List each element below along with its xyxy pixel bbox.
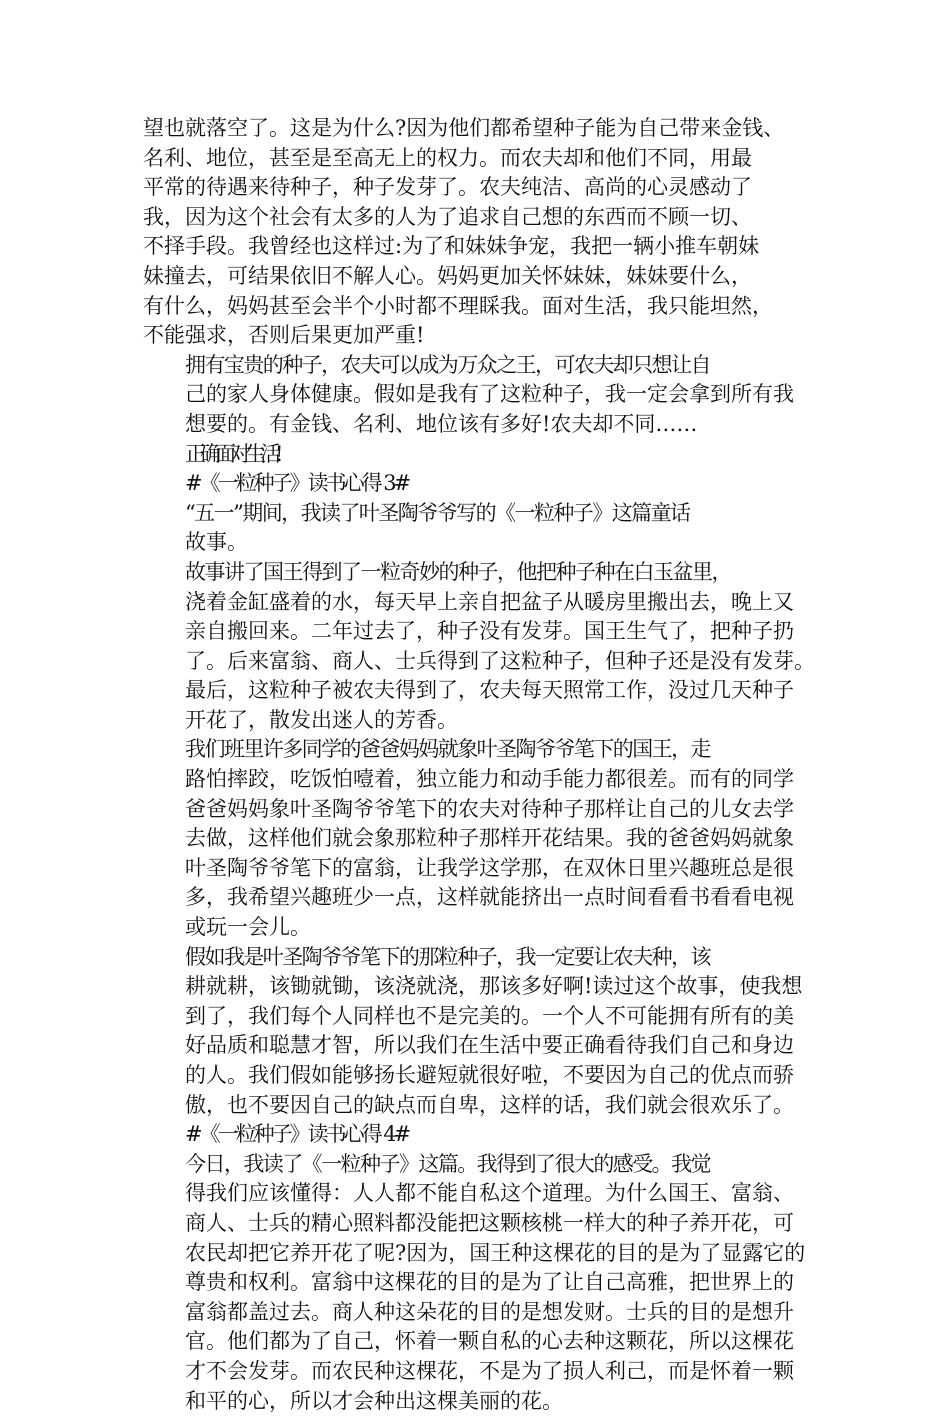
text-line: 浇着金缸盛着的水，每天早上亲自把盆子从暖房里搬出去，晚上又 bbox=[185, 589, 794, 614]
paragraph bbox=[143, 351, 815, 440]
text-line: 或玩一会儿。 bbox=[185, 915, 311, 940]
text-line: 有什么，妈妈甚至会半个小时都不理睬我。面对生活，我只能坦然， bbox=[143, 293, 773, 318]
text-line: 开花了，散发出迷人的芳香。 bbox=[185, 707, 458, 732]
text-line: 平常的待遇来待种子，种子发芽了。农夫纯洁、高尚的心灵感动了 bbox=[143, 175, 752, 200]
text-line: 商人、士兵的精心照料都没能把这颗核桃一样大的种子养开花，可 bbox=[185, 1210, 794, 1235]
paragraph bbox=[143, 558, 815, 736]
text-line: 不能强求，否则后果更加严重! bbox=[143, 323, 425, 348]
paragraph bbox=[143, 440, 815, 470]
text-line: 到了，我们每个人同样也不是完美的。一个人不可能拥有所有的美 bbox=[185, 1003, 794, 1028]
text-line: 去做，这样他们就会象那粒种子那样开花结果。我的爸爸妈妈就象 bbox=[185, 826, 794, 851]
document-body bbox=[143, 114, 815, 1416]
text-line: 不择手段。我曾经也这样过:为了和妹妹争宠，我把一辆小推车朝妹 bbox=[143, 234, 760, 259]
text-line: 我，因为这个社会有太多的人为了追求自己想的东西而不顾一切、 bbox=[143, 204, 752, 229]
text-line: 己的家人身体健康。假如是我有了这粒种子，我一定会拿到所有我 bbox=[185, 382, 794, 407]
text-line: 官。他们都为了自己，怀着一颗自私的心去种这颗花，所以这棵花 bbox=[185, 1329, 794, 1354]
text-line: 我们班里许多同学的爸爸妈妈就象叶圣陶爷爷笔下的国王，走 bbox=[185, 737, 710, 762]
text-line: 好品质和聪慧才智，所以我们在生活中要正确看待我们自己和身边 bbox=[185, 1033, 794, 1058]
text-line: 的人。我们假如能够扬长避短就很好啦，不要因为自己的优点而骄 bbox=[185, 1063, 794, 1087]
text-line: 了。后来富翁、商人、士兵得到了这粒种子，但种子还是没有发芽。 bbox=[185, 648, 815, 673]
text-line: 亲自搬回来。二年过去了，种子没有发芽。国王生气了，把种子扔 bbox=[185, 619, 794, 644]
paragraph bbox=[143, 499, 815, 558]
text-line: 妹撞去，可结果依旧不解人心。妈妈更加关怀妹妹，妹妹要什么， bbox=[143, 263, 752, 288]
text-line: 故事。 bbox=[185, 530, 248, 555]
text-line: 假如我是叶圣陶爷爷笔下的那粒种子，我一定要让农夫种，该 bbox=[185, 944, 710, 969]
text-line: 故事讲了国王得到了一粒奇妙的种子，他把种子种在白玉盆里， bbox=[185, 559, 731, 584]
text-line: 路怕摔跤，吃饭怕噎着，独立能力和动手能力都很差。而有的同学 bbox=[185, 767, 794, 792]
text-line: 得我们应该懂得：人人都不能自私这个道理。为什么国王、富翁、 bbox=[185, 1181, 794, 1206]
paragraph bbox=[143, 469, 815, 499]
paragraph bbox=[143, 1150, 815, 1416]
text-line: 耕就耕，该锄就锄，该浇就浇，那该多好啊!读过这个故事，使我想 bbox=[185, 974, 803, 999]
text-line: 名利、地位，甚至是至高无上的权力。而农夫却和他们不同，用最 bbox=[143, 145, 752, 170]
text-line: 和平的心，所以才会种出这棵美丽的花。 bbox=[185, 1388, 563, 1413]
text-line: 拥有宝贵的种子，农夫可以成为万众之王，可农夫却只想让自 bbox=[185, 352, 710, 377]
text-line: 想要的。有金钱、名利、地位该有多好!农夫却不同…… bbox=[185, 411, 698, 436]
paragraph bbox=[143, 1120, 815, 1150]
text-line: 今日，我读了《一粒种子》这篇。我得到了很大的感受。我觉 bbox=[185, 1151, 710, 1176]
text-line: 叶圣陶爷爷笔下的富翁，让我学这学那，在双休日里兴趣班总是很 bbox=[185, 855, 794, 880]
text-line: “五一”期间，我读了叶圣陶爷爷写的《一粒种子》这篇童话 bbox=[185, 500, 690, 525]
text-line: 尊贵和权利。富翁中这棵花的目的是为了让自己高雅，把世界上的 bbox=[185, 1270, 794, 1295]
text-line: #《一粒种子》读书心得 3# bbox=[185, 471, 409, 496]
text-line: 正确面对生活! bbox=[185, 441, 278, 466]
paragraph bbox=[143, 943, 815, 1121]
paragraph bbox=[143, 735, 815, 942]
text-line: 农民却把它养开花了呢?因为，国王种这棵花的目的是为了显露它的 bbox=[185, 1240, 806, 1265]
text-line: 望也就落空了。这是为什么?因为他们都希望种子能为自己带来金钱、 bbox=[143, 116, 785, 140]
paragraph bbox=[143, 114, 815, 351]
text-line: 才不会发芽。而农民种这棵花，不是为了损人利己，而是怀着一颗 bbox=[185, 1358, 794, 1383]
text-line: #《一粒种子》读书心得 4# bbox=[185, 1122, 409, 1147]
text-line: 傲，也不要因自己的缺点而自卑，这样的话，我们就会很欢乐了。 bbox=[185, 1092, 794, 1117]
text-line: 爸爸妈妈象叶圣陶爷爷笔下的农夫对待种子那样让自己的儿女去学 bbox=[185, 796, 794, 821]
text-line: 最后，这粒种子被农夫得到了，农夫每天照常工作，没过几天种子 bbox=[185, 678, 794, 703]
text-line: 富翁都盖过去。商人种这朵花的目的是想发财。士兵的目的是想升 bbox=[185, 1299, 794, 1324]
text-line: 多，我希望兴趣班少一点，这样就能挤出一点时间看看书看看电视 bbox=[185, 885, 794, 910]
